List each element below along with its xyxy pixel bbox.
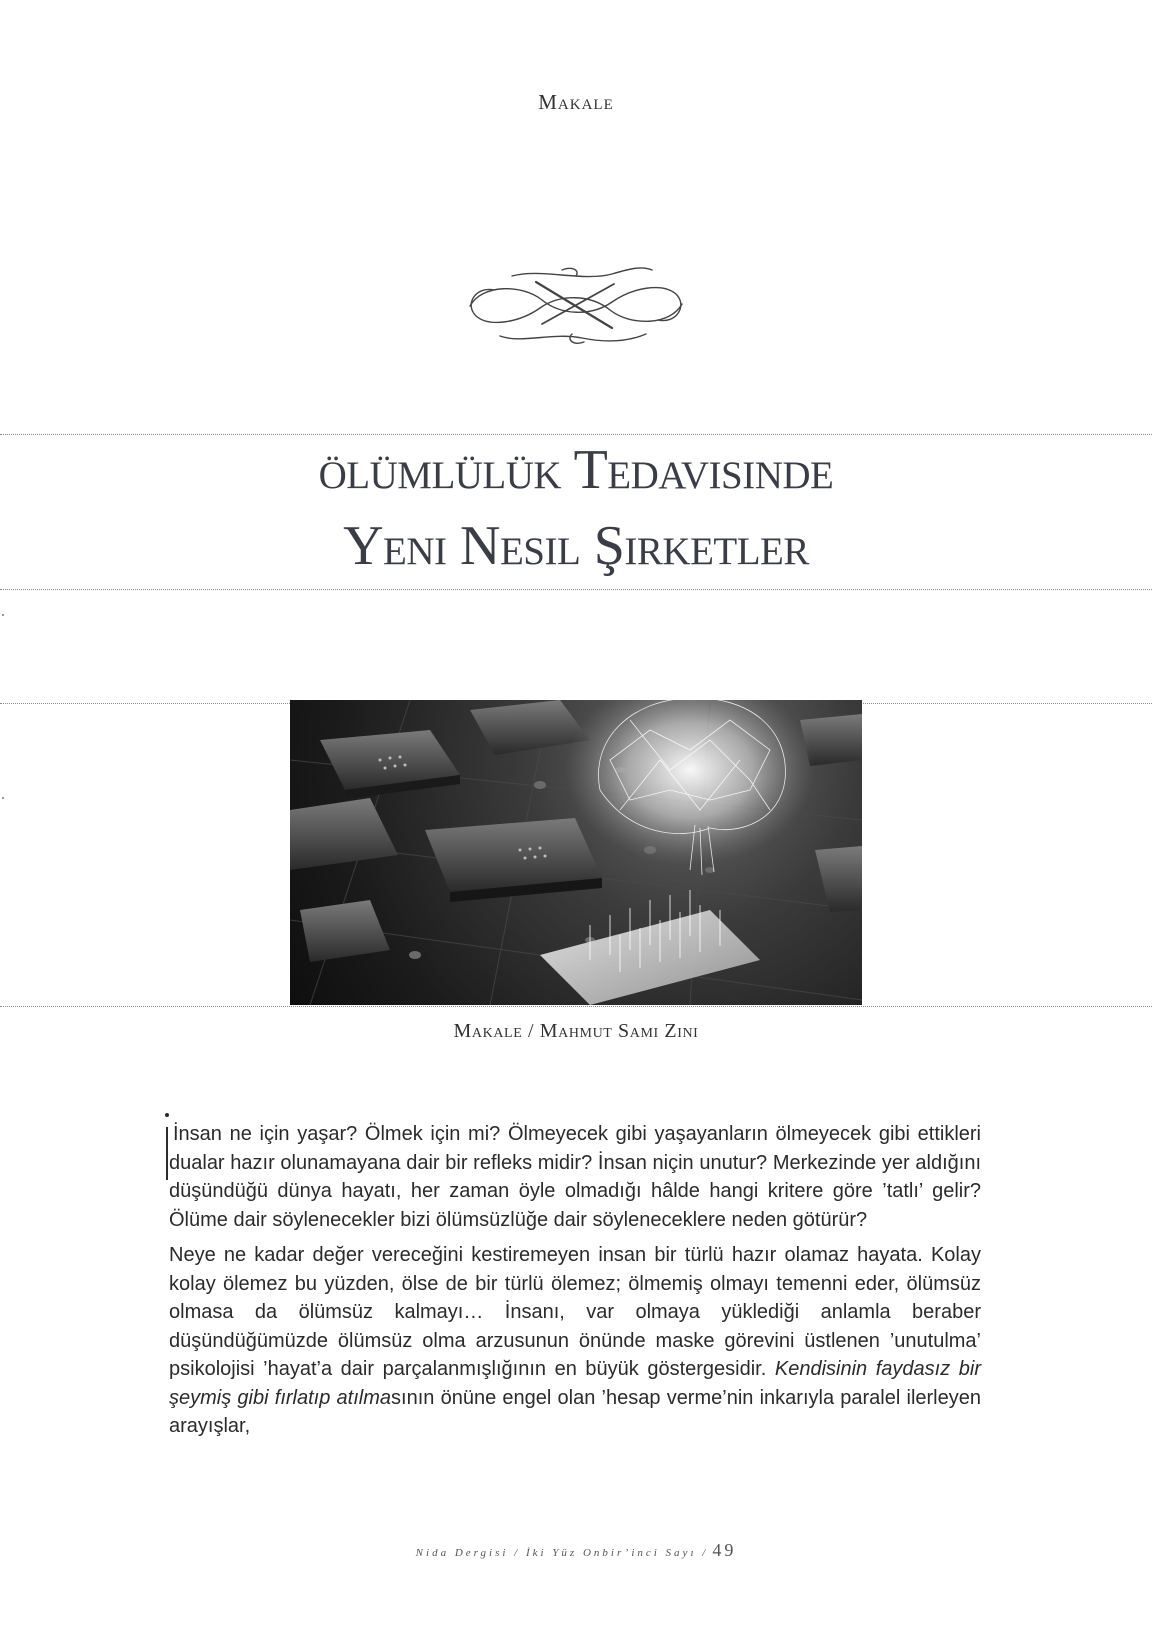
byline: Makale / Mahmut Sami Zini [453, 1020, 699, 1042]
page-mark [2, 614, 4, 616]
rule-top-2 [0, 589, 1152, 590]
paragraph-2-italic: Kendisinin faydasız bir şeymiş gibi fırlatıp atılma [169, 1358, 981, 1409]
article-title-line-1: ölümlülük Tedavisinde [318, 439, 834, 501]
circuit-brain-illustration-icon [290, 700, 862, 1005]
hero-image [290, 700, 862, 1005]
paragraph-2-start: Neye ne kadar değer vereceğini kestiremeyen insan bir türlü hazır olamaz hayata. Kolay kolay ölemez bu yüzden, ölse de bir türlü ölemez; ölmemiş olmayı temenni eder, ölümsüz olmasa da ölümsüz kalmayı… İnsanı, var olmaya yüklediği anlamla beraber düşündüğümüzde ölümsüz olma arzusunun önünde maske görevini üstlenen ’unutulma’ psikolojisi ’hayat’a dair parçalanmışlığının en büyük göstergesidir. [169, 1244, 981, 1380]
paragraph-1-text: İnsan ne için yaşar? Ölmek için mi? Ölmeyecek gibi yaşayanların ölmeyecek gibi ettikleri dualar hazır olunamayana dair bir refleks midir? İnsan niçin unutur? Merkezinde yer aldığını düşündüğü dünya hayatı, her zaman öyle olmadığı hâlde hangi kritere göre ’tatlı’ gelir? Ölüme dair söylenecekler bizi ölümsüzlüğe dair söyleneceklere neden götürür? [169, 1123, 981, 1231]
footer-publication: Nida Dergisi / İki Yüz Onbir’inci Sayı / [415, 1547, 709, 1559]
drop-cap-bar [166, 1127, 168, 1180]
page-footer [0, 1540, 1152, 1561]
page-mark [2, 797, 4, 799]
paragraph-2-end: sının önüne engel olan ’hesap verme’nin inkarıyla paralel ilerleyen arayışlar, [169, 1386, 981, 1437]
flourish-icon [462, 262, 690, 348]
page-number: 49 [712, 1540, 737, 1560]
article-title-line-2: Yeni Nesil Şirketler [343, 515, 809, 577]
paragraph-1 [169, 1120, 981, 1234]
paragraph-2-text [169, 1241, 981, 1441]
drop-cap-dot [165, 1113, 169, 1117]
section-label: Makale [538, 90, 614, 114]
rule-image-bottom [0, 1006, 1152, 1007]
paragraph-2 [169, 1241, 981, 1441]
